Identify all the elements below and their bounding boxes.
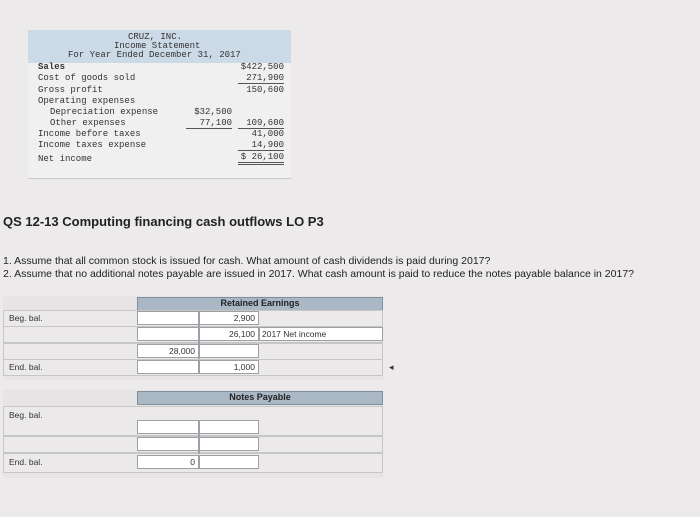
np-payment-credit[interactable] bbox=[199, 437, 259, 451]
re-t-divider bbox=[198, 311, 200, 359]
opex-total-value: 109,600 bbox=[238, 118, 284, 129]
statement-period: For Year Ended December 31, 2017 bbox=[68, 50, 241, 60]
income-statement bbox=[28, 30, 291, 179]
np-beg-credit[interactable] bbox=[199, 420, 259, 434]
cogs-label: Cost of goods sold bbox=[38, 73, 136, 83]
np-t-divider bbox=[198, 420, 200, 454]
re-dividends-debit[interactable]: 28,000 bbox=[137, 344, 199, 358]
np-payment-debit[interactable] bbox=[137, 437, 199, 451]
re-beg-label: Beg. bal. bbox=[9, 313, 43, 323]
dep-value: $32,500 bbox=[194, 107, 232, 117]
notes-payable-account bbox=[3, 390, 383, 478]
cursor-arrow-icon: ◂ bbox=[389, 362, 394, 372]
re-end-debit[interactable] bbox=[137, 360, 199, 374]
np-end-label: End. bal. bbox=[9, 457, 43, 467]
np-end-credit[interactable] bbox=[199, 455, 259, 469]
cogs-value: 271,900 bbox=[238, 73, 284, 84]
company-name: CRUZ, INC. bbox=[128, 32, 183, 42]
ibt-label: Income before taxes bbox=[38, 129, 141, 139]
re-beg-credit[interactable]: 2,900 bbox=[199, 311, 259, 325]
re-dividends-credit[interactable] bbox=[199, 344, 259, 358]
ibt-value: 41,000 bbox=[251, 129, 284, 139]
statement-title: Income Statement bbox=[114, 41, 201, 51]
question-2: 2. Assume that no additional notes payable are issued in 2017. What cash amount is paid to reduce the notes payable balance in 2017? bbox=[3, 268, 635, 280]
tax-label: Income taxes expense bbox=[38, 140, 147, 150]
opex-label: Operating expenses bbox=[38, 96, 136, 106]
re-end-label: End. bal. bbox=[9, 362, 43, 372]
other-value: 77,100 bbox=[186, 118, 232, 129]
question-1: 1. Assume that all common stock is issued for cash. What amount of cash dividends is paid during 2017? bbox=[3, 255, 491, 267]
np-end-debit[interactable]: 0 bbox=[137, 455, 199, 469]
notes-payable-title: Notes Payable bbox=[229, 392, 291, 402]
gross-label: Gross profit bbox=[38, 85, 103, 95]
problem-title: QS 12-13 Computing financing cash outflows LO P3 bbox=[3, 214, 324, 229]
net-income-value: $ 26,100 bbox=[238, 152, 284, 165]
re-end-credit[interactable]: 1,000 bbox=[199, 360, 259, 374]
retained-earnings-account bbox=[3, 296, 383, 380]
np-beg-debit[interactable] bbox=[137, 420, 199, 434]
np-beg-label: Beg. bal. bbox=[9, 410, 43, 420]
sales-label: Sales bbox=[38, 62, 66, 72]
re-beg-debit[interactable] bbox=[137, 311, 199, 325]
dep-label: Depreciation expense bbox=[50, 107, 159, 117]
tax-value: 14,900 bbox=[238, 140, 284, 151]
re-ni-debit[interactable] bbox=[137, 327, 199, 341]
sales-value: $422,500 bbox=[240, 62, 284, 72]
gross-value: 150,600 bbox=[246, 85, 284, 95]
re-ni-note[interactable]: 2017 Net income bbox=[259, 327, 383, 341]
retained-earnings-title: Retained Earnings bbox=[220, 298, 300, 308]
re-ni-credit[interactable]: 26,100 bbox=[199, 327, 259, 341]
net-income-label: Net income bbox=[38, 154, 93, 164]
other-label: Other expenses bbox=[50, 118, 126, 128]
